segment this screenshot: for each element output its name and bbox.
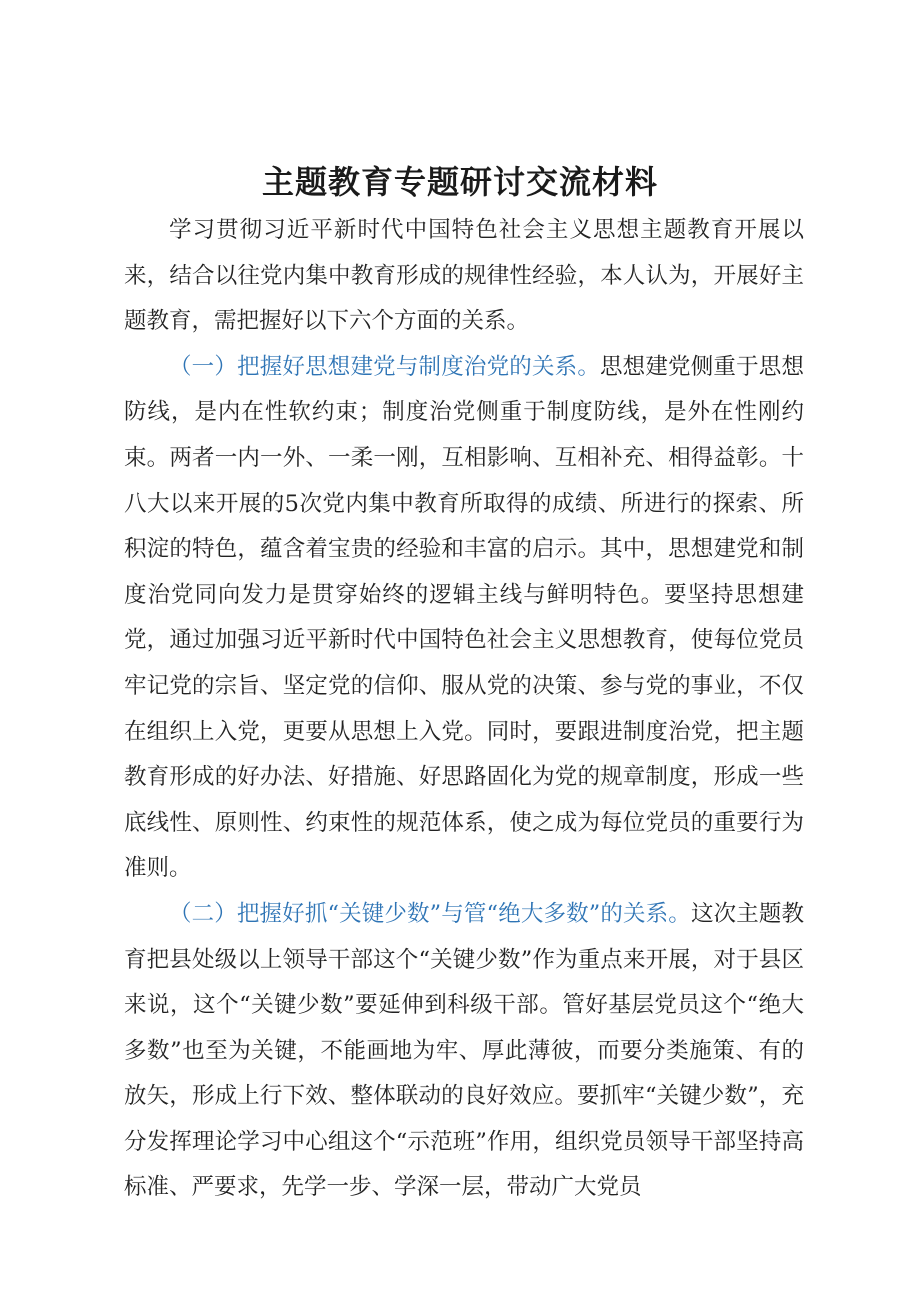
section-2-heading: （二）把握好抓“关键少数”与管“绝大多数”的关系。 [169,900,691,927]
document-title: 主题教育专题研讨交流材料 [261,163,658,201]
section-1-heading: （一）把握好思想建党与制度治党的关系。 [169,353,600,380]
section-1-paragraph [124,345,804,892]
section-2-body: 这次主题教育把县处级以上领导干部这个“关键少数”作为重点来开展，对于县区来说，这个“关键少数”要延伸到科级干部。管好基层党员这个“绝大多数”也至为关键，不能画地为牢、厚此薄彼，而要分类施策、有的放矢，形成上行下效、整体联动的良好效应。要抓牢“关键少数”，充分发挥理论学习中心组这个“示范班”作用，组织党员领导干部坚持高标准、严要求，先学一步、学深一层，带动广大党员 [124,900,804,1201]
intro-paragraph: 学习贯彻习近平新时代中国特色社会主义思想主题教育开展以来，结合以往党内集中教育形成的规律性经验，本人认为，开展好主题教育，需把握好以下六个方面的关系。 [124,217,804,335]
document-body [124,208,804,1211]
section-2-paragraph [124,892,804,1211]
section-1-body: 思想建党侧重于思想防线，是内在性软约束；制度治党侧重于制度防线，是外在性刚约束。两者一内一外、一柔一刚，互相影响、互相补充、相得益彰。十八大以来开展的5次党内集中教育所取得的成绩、所进行的探索、所积淀的特色，蕴含着宝贵的经验和丰富的启示。其中，思想建党和制度治党同向发力是贯穿始终的逻辑主线与鲜明特色。要坚持思想建党，通过加强习近平新时代中国特色社会主义思想教育，使每位党员牢记党的宗旨、坚定党的信仰、服从党的决策、参与党的事业，不仅在组织上入党，更要从思想上入党。同时，要跟进制度治党，把主题教育形成的好办法、好措施、好思路固化为党的规章制度，形成一些底线性、原则性、约束性的规范体系，使之成为每位党员的重要行为准则。 [124,353,804,882]
